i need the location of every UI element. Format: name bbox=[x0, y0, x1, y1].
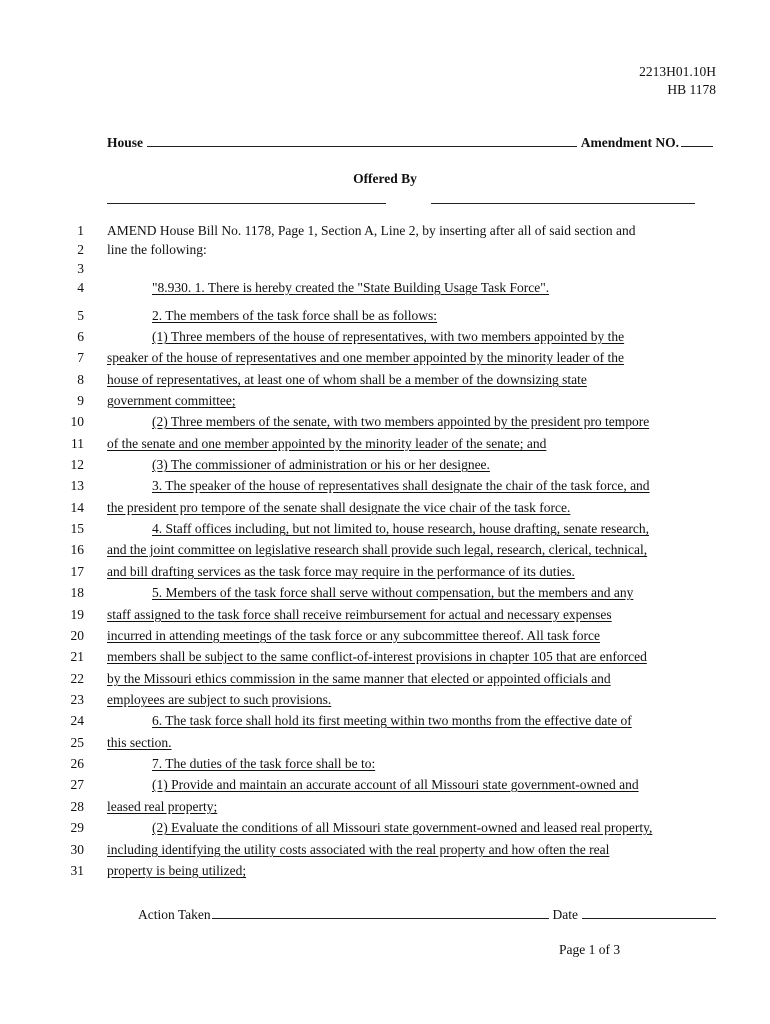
line-text: 3. The speaker of the house of representatives shall designate the chair of the task force, and bbox=[152, 478, 650, 493]
line-text: and the joint committee on legislative research shall provide such legal, research, clerical, technical, bbox=[107, 542, 648, 557]
line-text: government committee; bbox=[107, 393, 236, 408]
text-line bbox=[0, 500, 770, 521]
line-number: 1 bbox=[77, 223, 84, 238]
line-text: of the senate and one member appointed by the minority leader of the senate; and bbox=[107, 436, 547, 451]
line-text: by the Missouri ethics commission in the same manner that elected or appointed officials and bbox=[107, 671, 611, 686]
bill-reference: HB 1178 bbox=[667, 82, 716, 97]
house-blank-line bbox=[147, 134, 577, 147]
text-line bbox=[0, 414, 770, 435]
line-number: 4 bbox=[77, 280, 84, 295]
text-line bbox=[0, 628, 770, 649]
text-line bbox=[0, 671, 770, 692]
line-number: 29 bbox=[70, 820, 84, 835]
line-text: 6. The task force shall hold its first meeting within two months from the effective date of bbox=[152, 713, 632, 728]
line-number: 15 bbox=[70, 521, 84, 536]
line-text: AMEND House Bill No. 1178, Page 1, Section A, Line 2, by inserting after all of said section and bbox=[107, 223, 636, 238]
text-line bbox=[0, 564, 770, 585]
text-line bbox=[0, 692, 770, 713]
house-amendment-row bbox=[107, 134, 713, 151]
line-text: 4. Staff offices including, but not limited to, house research, house drafting, senate research, bbox=[152, 521, 649, 536]
line-text: house of representatives, at least one of whom shall be a member of the downsizing state bbox=[107, 372, 587, 387]
line-number: 20 bbox=[70, 628, 84, 643]
line-number: 21 bbox=[70, 649, 84, 664]
line-number: 6 bbox=[77, 329, 84, 344]
house-label: House bbox=[107, 135, 144, 150]
text-line bbox=[0, 457, 770, 478]
text-line bbox=[0, 799, 770, 820]
text-line bbox=[0, 756, 770, 777]
text-line bbox=[0, 713, 770, 734]
page-number: Page 1 of 3 bbox=[559, 942, 621, 957]
text-line bbox=[0, 649, 770, 670]
line-number: 22 bbox=[70, 671, 84, 686]
line-number: 8 bbox=[77, 372, 84, 387]
line-number: 30 bbox=[70, 842, 84, 857]
text-line bbox=[0, 735, 770, 756]
amendment-no-label: Amendment NO. bbox=[580, 135, 679, 150]
line-number: 16 bbox=[70, 542, 84, 557]
offered-by-signature-line-left bbox=[107, 203, 386, 204]
line-text: (2) Three members of the senate, with two members appointed by the president pro tempore bbox=[152, 414, 650, 429]
text-line bbox=[0, 542, 770, 563]
text-line bbox=[0, 842, 770, 863]
line-text: including identifying the utility costs associated with the real property and how often the real bbox=[107, 842, 610, 857]
line-text: and bill drafting services as the task force may require in the performance of its duties. bbox=[107, 564, 575, 579]
line-number: 12 bbox=[70, 457, 84, 472]
line-text: (1) Provide and maintain an accurate account of all Missouri state government-owned and bbox=[152, 777, 639, 792]
line-number: 25 bbox=[70, 735, 84, 750]
document-code-block bbox=[639, 63, 716, 99]
line-number: 28 bbox=[70, 799, 84, 814]
line-text: property is being utilized; bbox=[107, 863, 247, 878]
text-line bbox=[0, 242, 770, 263]
text-line bbox=[0, 607, 770, 628]
line-number: 7 bbox=[77, 350, 84, 365]
line-text: this section. bbox=[107, 735, 172, 750]
line-number: 23 bbox=[70, 692, 84, 707]
text-line bbox=[0, 585, 770, 606]
line-text: 5. Members of the task force shall serve without compensation, but the members and any bbox=[152, 585, 634, 600]
line-text: speaker of the house of representatives and one member appointed by the minority leader of the bbox=[107, 350, 624, 365]
text-line bbox=[0, 261, 770, 282]
action-taken-row bbox=[138, 906, 716, 923]
text-line bbox=[0, 372, 770, 393]
text-line bbox=[0, 478, 770, 499]
line-text: incurred in attending meetings of the task force or any subcommittee thereof. All task force bbox=[107, 628, 600, 643]
text-line bbox=[0, 820, 770, 841]
line-number: 5 bbox=[77, 308, 84, 323]
text-line bbox=[0, 393, 770, 414]
amendment-no-blank-line bbox=[681, 134, 713, 147]
line-text: employees are subject to such provisions. bbox=[107, 692, 332, 707]
text-line bbox=[0, 350, 770, 371]
text-line bbox=[0, 280, 770, 301]
line-text: line the following: bbox=[107, 242, 207, 257]
line-text: the president pro tempore of the senate shall designate the vice chair of the task force. bbox=[107, 500, 571, 515]
date-blank-line bbox=[582, 906, 716, 919]
text-line bbox=[0, 777, 770, 798]
text-line bbox=[0, 436, 770, 457]
line-number: 26 bbox=[70, 756, 84, 771]
line-text: (3) The commissioner of administration or his or her designee. bbox=[152, 457, 490, 472]
text-line bbox=[0, 223, 770, 244]
text-line bbox=[0, 863, 770, 884]
line-text: 7. The duties of the task force shall be to: bbox=[152, 756, 376, 771]
line-text: "8.930. 1. There is hereby created the "State Building Usage Task Force". bbox=[152, 280, 550, 295]
document-code: 2213H01.10H bbox=[639, 64, 716, 79]
line-text: (2) Evaluate the conditions of all Missouri state government-owned and leased real property, bbox=[152, 820, 653, 835]
line-number: 17 bbox=[70, 564, 84, 579]
text-line bbox=[0, 308, 770, 329]
text-line bbox=[0, 329, 770, 350]
date-label: Date bbox=[552, 907, 578, 922]
line-text: 2. The members of the task force shall be as follows: bbox=[152, 308, 438, 323]
action-taken-blank-line bbox=[212, 906, 549, 919]
offered-by-signature-line-right bbox=[431, 203, 695, 204]
line-text: members shall be subject to the same conflict-of-interest provisions in chapter 105 that are enforced bbox=[107, 649, 647, 664]
line-text: leased real property; bbox=[107, 799, 218, 814]
line-number: 3 bbox=[77, 261, 84, 276]
offered-by-label: Offered By bbox=[353, 171, 417, 186]
action-taken-label: Action Taken bbox=[138, 907, 211, 922]
line-number: 2 bbox=[77, 242, 84, 257]
line-number: 13 bbox=[70, 478, 84, 493]
line-number: 19 bbox=[70, 607, 84, 622]
line-number: 10 bbox=[70, 414, 84, 429]
line-number: 24 bbox=[70, 713, 84, 728]
line-number: 11 bbox=[71, 436, 84, 451]
line-text: (1) Three members of the house of representatives, with two members appointed by the bbox=[152, 329, 625, 344]
line-text: staff assigned to the task force shall receive reimbursement for actual and necessary expenses bbox=[107, 607, 612, 622]
text-line bbox=[0, 521, 770, 542]
line-number: 27 bbox=[70, 777, 84, 792]
line-number: 31 bbox=[70, 863, 84, 878]
line-number: 14 bbox=[70, 500, 84, 515]
line-number: 18 bbox=[70, 585, 84, 600]
line-number: 9 bbox=[77, 393, 84, 408]
